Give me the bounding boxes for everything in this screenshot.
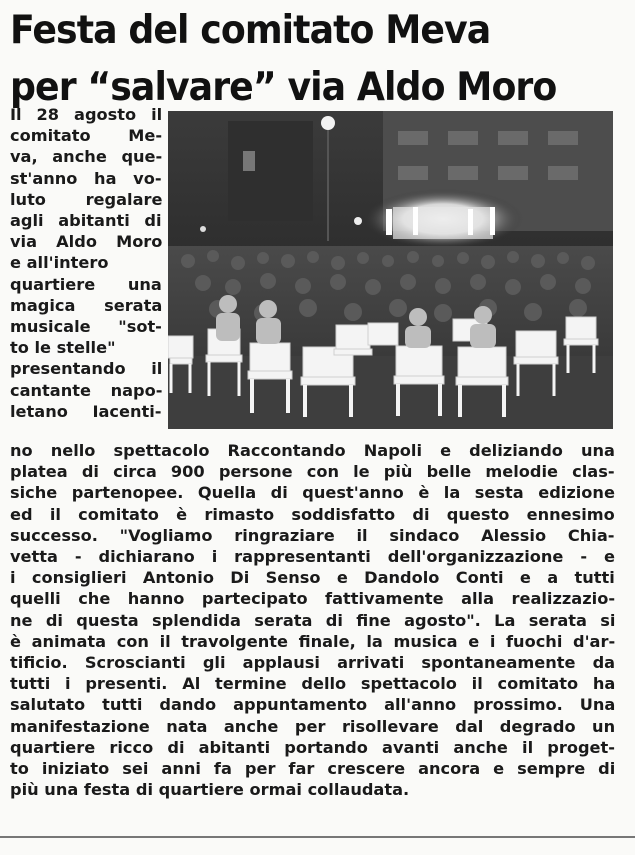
body-line-16: to iniziato sei anni fa per far crescere ancora e sempre di	[10, 759, 616, 779]
body-line-11: tificio. Scroscianti gli applausi arrivati spontaneamente da	[10, 653, 616, 673]
body-line-13: salutato tutti dando appuntamento all'anno prossimo. Una	[10, 695, 616, 715]
article-body-text	[10, 440, 615, 800]
col-line-8: e all'intero	[10, 253, 109, 273]
body-line-14: manifestazione nata anche per risollevare dal degrado un	[10, 716, 616, 736]
body-line-1: no nello spettacolo Raccontando Napoli e deliziando una	[10, 441, 615, 460]
col-line-11: musicale "sot-	[10, 317, 162, 337]
col-line-13: presentando il	[10, 359, 163, 379]
body-line-10: è animata con il travolgente finale, la musica e i fuochi d'ar-	[10, 631, 616, 651]
headline-line-2: per “salvare” via Aldo Moro	[10, 65, 557, 110]
body-line-2: platea di circa 900 persone con le più belle melodie clas-	[10, 462, 615, 482]
body-line-6: vetta - dichiarano i rappresentanti dell'organizzazione - e	[10, 547, 615, 567]
bottom-rule	[0, 836, 635, 838]
body-line-8: quelli che hanno partecipato fattivamente alla realizzazio-	[10, 589, 616, 609]
col-line-1: Il 28 agosto il	[10, 105, 163, 124]
col-line-9: quartiere una	[10, 274, 162, 294]
article-column-text	[10, 104, 162, 422]
body-line-3: siche partenopee. Quella di quest'anno è la sesta edizione	[10, 483, 615, 503]
col-line-5: luto regalare	[10, 189, 163, 209]
body-line-17: più una festa di quartiere ormai collaudata.	[10, 780, 410, 800]
col-line-7: via Aldo Moro	[10, 232, 163, 252]
col-line-12: to le stelle"	[10, 338, 116, 358]
body-line-4: ed il comitato è rimasto soddisfatto di questo ennesimo	[10, 504, 615, 524]
body-line-15: quartiere ricco di abitanti portando avanti anche il proget-	[10, 737, 615, 757]
body-line-9: ne di questa splendida serata di fine agosto". La serata si	[10, 610, 616, 630]
concert-photo-drawing	[168, 111, 613, 429]
col-line-2: comitato Me-	[10, 126, 163, 146]
col-line-10: magica serata	[10, 295, 163, 315]
col-line-4: st'anno ha vo-	[10, 168, 162, 188]
headline	[10, 2, 587, 116]
body-line-12: tutti i presenti. Al termine dello spettacolo il comitato ha	[10, 674, 616, 694]
body-line-5: successo. "Vogliamo ringraziare il sindaco Alessio Chia-	[10, 525, 615, 545]
body-line-7: i consiglieri Antonio Di Senso e Dandolo Conti e a tutti	[10, 568, 615, 588]
col-line-14: cantante napo-	[10, 380, 163, 400]
col-line-15: letano Iacenti-	[10, 401, 162, 421]
headline-line-1: Festa del comitato Meva	[10, 8, 491, 53]
col-line-6: agli abitanti di	[10, 211, 162, 231]
col-line-3: va, anche que-	[10, 147, 163, 167]
concert-photo	[168, 111, 613, 429]
